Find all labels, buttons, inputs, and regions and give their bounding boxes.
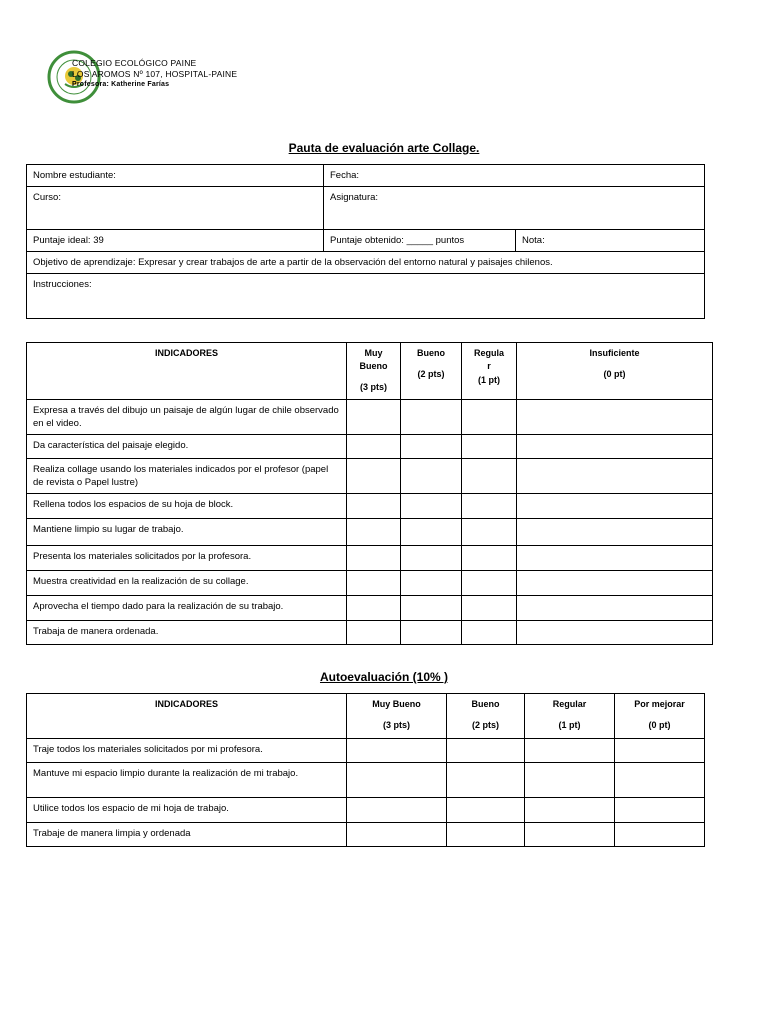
indicator-text: Da característica del paisaje elegido. bbox=[27, 435, 347, 459]
score-cell[interactable] bbox=[347, 494, 401, 519]
score-cell[interactable] bbox=[401, 546, 462, 571]
score-cell[interactable] bbox=[401, 435, 462, 459]
score-cell[interactable] bbox=[401, 400, 462, 435]
indicator-text: Expresa a través del dibujo un paisaje de algún lugar de chile observado en el video. bbox=[27, 400, 347, 435]
score-cell[interactable] bbox=[347, 596, 401, 621]
score-cell[interactable] bbox=[517, 435, 713, 459]
score-cell[interactable] bbox=[615, 823, 705, 847]
self-bueno-header: Bueno (2 pts) bbox=[447, 694, 525, 739]
table-row bbox=[27, 400, 713, 435]
score-cell[interactable] bbox=[462, 400, 517, 435]
table-row bbox=[27, 494, 713, 519]
learning-objective: Objetivo de aprendizaje: Expresar y crear trabajos de arte a partir de la observación del entorno natural y paisajes chilenos. bbox=[27, 252, 705, 274]
regular-header: Regula r (1 pt) bbox=[462, 343, 517, 400]
student-name-field[interactable]: Nombre estudiante: bbox=[27, 165, 324, 187]
indicators-header: INDICADORES bbox=[27, 343, 347, 400]
course-field[interactable]: Curso: bbox=[27, 187, 324, 230]
table-row bbox=[27, 798, 705, 823]
indicator-text: Aprovecha el tiempo dado para la realización de su trabajo. bbox=[27, 596, 347, 621]
school-name: COLEGIO ECOLÓGICO PAINE bbox=[72, 58, 197, 68]
indicator-text: Mantiene limpio su lugar de trabajo. bbox=[27, 519, 347, 546]
self-muy-bueno-header: Muy Bueno (3 pts) bbox=[347, 694, 447, 739]
indicator-text: Muestra creatividad en la realización de su collage. bbox=[27, 571, 347, 596]
score-cell[interactable] bbox=[615, 739, 705, 763]
score-cell[interactable] bbox=[525, 823, 615, 847]
score-cell[interactable] bbox=[401, 459, 462, 494]
student-info-table bbox=[26, 164, 705, 319]
table-row bbox=[27, 546, 713, 571]
instructions-field: Instrucciones: bbox=[27, 274, 705, 319]
obtained-score-field[interactable]: Puntaje obtenido: _____ puntos bbox=[324, 230, 516, 252]
bueno-header: Bueno (2 pts) bbox=[401, 343, 462, 400]
self-indicator-text: Trabaje de manera limpia y ordenada bbox=[27, 823, 347, 847]
indicator-text: Trabaja de manera ordenada. bbox=[27, 621, 347, 645]
score-cell[interactable] bbox=[462, 519, 517, 546]
insuficiente-header: Insuficiente (0 pt) bbox=[517, 343, 713, 400]
ideal-score: Puntaje ideal: 39 bbox=[27, 230, 324, 252]
score-cell[interactable] bbox=[401, 621, 462, 645]
score-cell[interactable] bbox=[401, 494, 462, 519]
score-cell[interactable] bbox=[517, 621, 713, 645]
rubric-table bbox=[26, 342, 713, 645]
indicator-text: Realiza collage usando los materiales indicados por el profesor (papel de revista o Papel lustre) bbox=[27, 459, 347, 494]
score-cell[interactable] bbox=[615, 798, 705, 823]
self-indicator-text: Utilice todos los espacio de mi hoja de trabajo. bbox=[27, 798, 347, 823]
date-field[interactable]: Fecha: bbox=[324, 165, 705, 187]
table-row bbox=[27, 596, 713, 621]
score-cell[interactable] bbox=[462, 459, 517, 494]
table-row bbox=[27, 459, 713, 494]
school-address: LOS AROMOS Nº 107, HOSPITAL-PAINE bbox=[72, 69, 238, 79]
table-row bbox=[27, 519, 713, 546]
score-cell[interactable] bbox=[347, 519, 401, 546]
self-indicator-text: Mantuve mi espacio limpio durante la realización de mi trabajo. bbox=[27, 763, 347, 798]
grade-field[interactable]: Nota: bbox=[516, 230, 705, 252]
score-cell[interactable] bbox=[462, 435, 517, 459]
score-cell[interactable] bbox=[525, 763, 615, 798]
table-row bbox=[27, 739, 705, 763]
score-cell[interactable] bbox=[347, 546, 401, 571]
score-cell[interactable] bbox=[462, 621, 517, 645]
self-indicators-header: INDICADORES bbox=[27, 694, 347, 739]
score-cell[interactable] bbox=[347, 823, 447, 847]
score-cell[interactable] bbox=[447, 823, 525, 847]
self-eval-title: Autoevaluación (10% ) bbox=[319, 670, 449, 684]
subject-field[interactable]: Asignatura: bbox=[324, 187, 705, 230]
table-row bbox=[27, 763, 705, 798]
score-cell[interactable] bbox=[401, 519, 462, 546]
score-cell[interactable] bbox=[347, 739, 447, 763]
table-row bbox=[27, 823, 705, 847]
score-cell[interactable] bbox=[517, 596, 713, 621]
score-cell[interactable] bbox=[462, 596, 517, 621]
score-cell[interactable] bbox=[517, 400, 713, 435]
table-row bbox=[27, 621, 713, 645]
score-cell[interactable] bbox=[517, 459, 713, 494]
score-cell[interactable] bbox=[517, 519, 713, 546]
score-cell[interactable] bbox=[615, 763, 705, 798]
score-cell[interactable] bbox=[525, 739, 615, 763]
score-cell[interactable] bbox=[462, 546, 517, 571]
score-cell[interactable] bbox=[347, 459, 401, 494]
score-cell[interactable] bbox=[517, 571, 713, 596]
table-row bbox=[27, 435, 713, 459]
indicator-text: Rellena todos los espacios de su hoja de block. bbox=[27, 494, 347, 519]
indicator-text: Presenta los materiales solicitados por la profesora. bbox=[27, 546, 347, 571]
teacher-name: Profesora: Katherine Farías bbox=[72, 81, 170, 88]
score-cell[interactable] bbox=[401, 571, 462, 596]
self-regular-header: Regular (1 pt) bbox=[525, 694, 615, 739]
score-cell[interactable] bbox=[401, 596, 462, 621]
muy-bueno-header: Muy Bueno (3 pts) bbox=[347, 343, 401, 400]
score-cell[interactable] bbox=[447, 798, 525, 823]
score-cell[interactable] bbox=[462, 571, 517, 596]
self-indicator-text: Traje todos los materiales solicitados por mi profesora. bbox=[27, 739, 347, 763]
score-cell[interactable] bbox=[347, 798, 447, 823]
table-row bbox=[27, 571, 713, 596]
score-cell[interactable] bbox=[447, 739, 525, 763]
self-eval-table bbox=[26, 693, 705, 847]
score-cell[interactable] bbox=[447, 763, 525, 798]
score-cell[interactable] bbox=[347, 621, 401, 645]
score-cell[interactable] bbox=[462, 494, 517, 519]
score-cell[interactable] bbox=[517, 546, 713, 571]
score-cell[interactable] bbox=[347, 763, 447, 798]
self-por-mejorar-header: Por mejorar (0 pt) bbox=[615, 694, 705, 739]
page-title: Pauta de evaluación arte Collage. bbox=[288, 141, 480, 155]
score-cell[interactable] bbox=[347, 435, 401, 459]
score-cell[interactable] bbox=[347, 400, 401, 435]
score-cell[interactable] bbox=[525, 798, 615, 823]
score-cell[interactable] bbox=[347, 571, 401, 596]
score-cell[interactable] bbox=[517, 494, 713, 519]
